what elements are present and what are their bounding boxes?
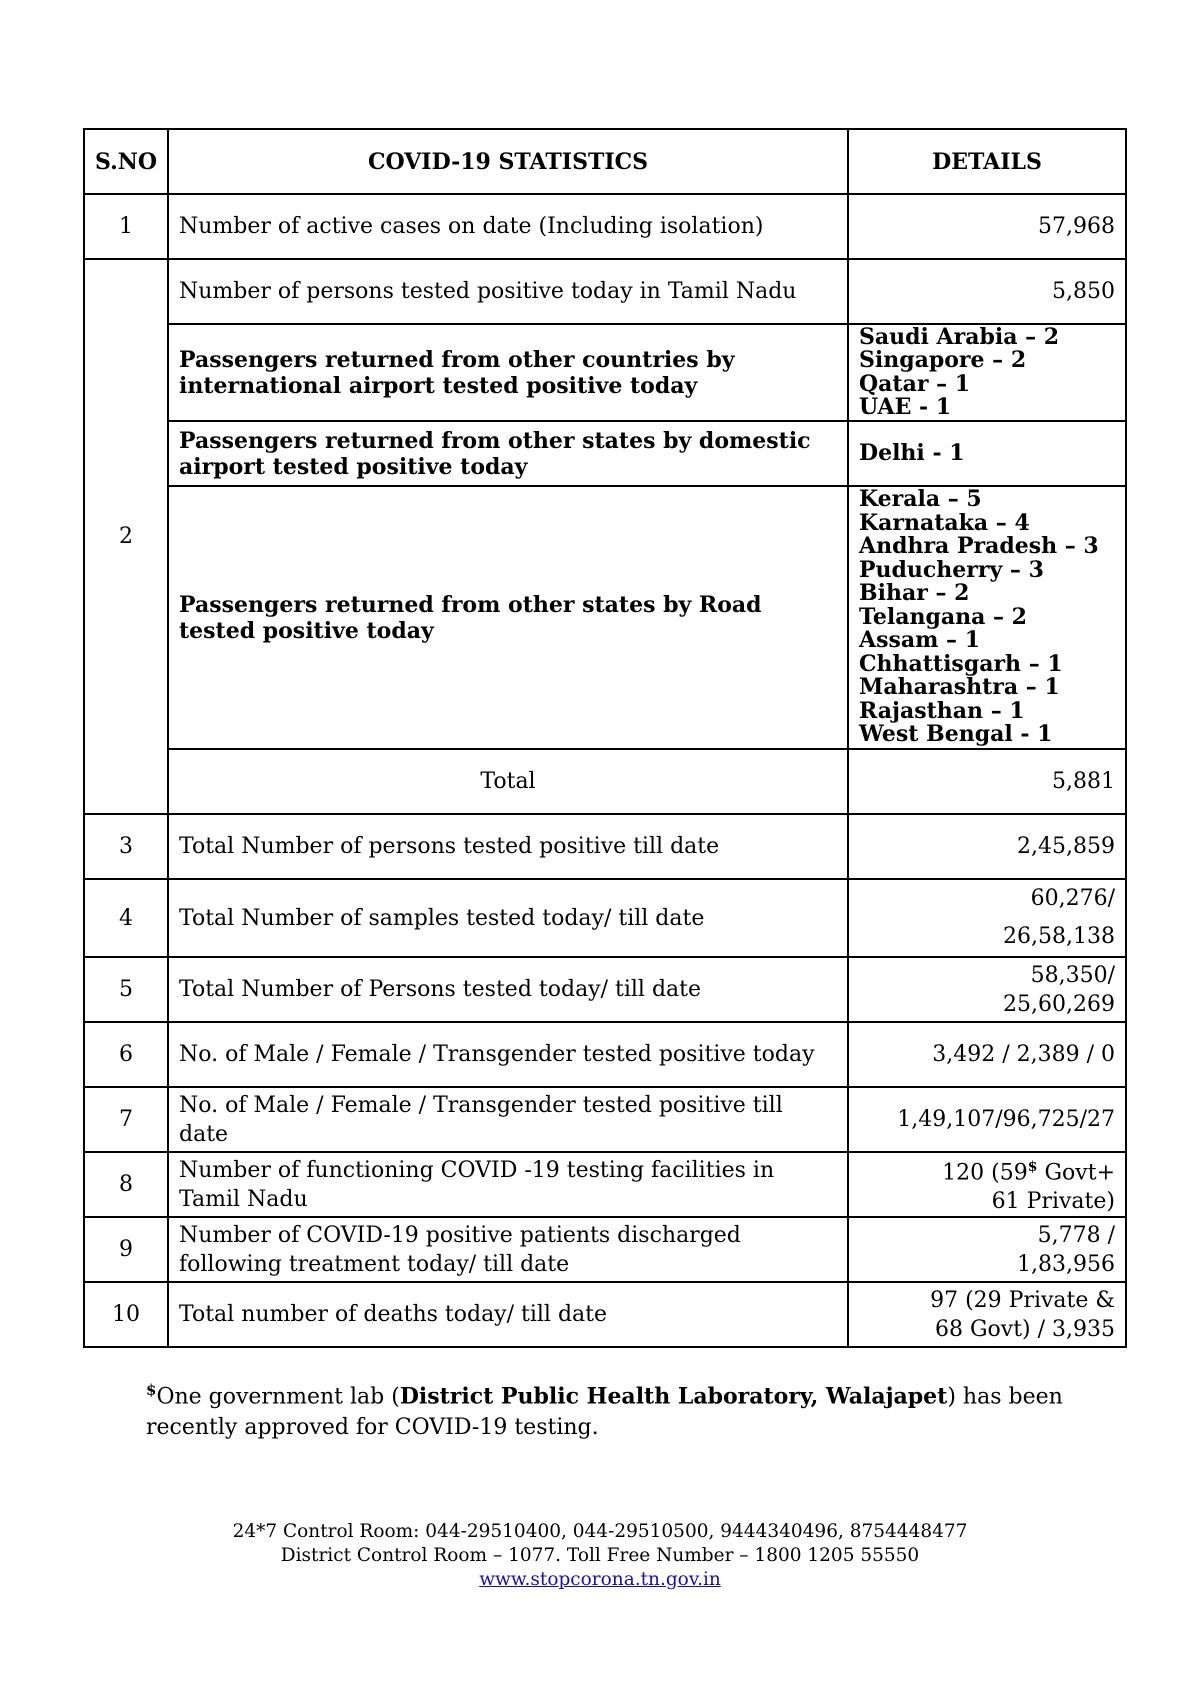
table-row (84, 486, 1126, 749)
value-line: 60,276/ (1030, 886, 1115, 911)
table-row (84, 421, 1126, 486)
list-item: Bihar – 2 (859, 580, 970, 607)
list-item: Assam – 1 (859, 627, 980, 654)
table-row (84, 957, 1126, 1022)
value-line: 25,60,269 (1003, 991, 1115, 1017)
list-item: Singapore – 2 (859, 347, 1027, 373)
footnote (146, 1375, 1066, 1443)
row-value: 57,968 (848, 194, 1126, 259)
row-value (848, 957, 1126, 1022)
row-value (848, 1282, 1126, 1347)
list-item: Telangana – 2 (859, 603, 1027, 630)
header-sno: S.NO (84, 129, 168, 194)
value-part: 120 (59 (942, 1160, 1028, 1186)
row-value: 1,49,107/96,725/27 (848, 1087, 1126, 1152)
row-value (848, 1152, 1126, 1217)
table-row (84, 879, 1126, 957)
row-label: No. of Male / Female / Transgender tested positive till date (168, 1087, 848, 1152)
total-value: 5,881 (848, 749, 1126, 814)
row-label: Number of functioning COVID -19 testing facilities in Tamil Nadu (168, 1152, 848, 1217)
value-line: 26,58,138 (1003, 924, 1115, 949)
row-label: Total Number of samples tested today/ till date (168, 879, 848, 957)
stopcorona-link[interactable]: www.stopcorona.tn.gov.in (479, 1569, 721, 1590)
table-row (84, 194, 1126, 259)
table-header-row (84, 129, 1126, 194)
list-item: Saudi Arabia – 2 (859, 323, 1060, 350)
footnote-text: One government lab ( (156, 1384, 400, 1410)
row-label: Passengers returned from other countries by international airport tested positive today (168, 324, 848, 421)
list-item: Maharashtra – 1 (859, 674, 1060, 701)
value-line: 58,350/ (1030, 962, 1115, 988)
list-item: Rajasthan – 1 (859, 697, 1025, 724)
list-item: Puducherry – 3 (859, 556, 1044, 583)
total-label: Total (168, 749, 848, 814)
row-value: 2,45,859 (848, 814, 1126, 879)
row-label: Passengers returned from other states by Road tested positive today (168, 486, 848, 749)
value-line: 1,83,956 (1017, 1251, 1115, 1277)
list-item: West Bengal - 1 (859, 721, 1053, 748)
value-line: 61 Private) (991, 1189, 1115, 1215)
footnote-symbol: $ (146, 1381, 157, 1399)
row-label: Number of active cases on date (Including isolation) (168, 194, 848, 259)
table-row (84, 1152, 1126, 1217)
value-line (859, 1153, 1115, 1187)
value-part: Govt+ (1037, 1160, 1115, 1186)
footnote-marker: $ (1027, 1159, 1038, 1175)
row-number: 1 (84, 194, 168, 259)
list-item: Andhra Pradesh – 3 (859, 533, 1099, 560)
covid-statistics-table (83, 128, 1127, 1348)
row-number: 2 (84, 259, 168, 814)
row-label: Total Number of persons tested positive till date (168, 814, 848, 879)
row-number: 8 (84, 1152, 168, 1217)
row-value: Delhi - 1 (848, 421, 1126, 486)
country-list (848, 324, 1126, 421)
row-value (848, 1217, 1126, 1282)
footnote-lab-name: District Public Health Laboratory, Walajapet (399, 1383, 948, 1410)
list-item: Kerala – 5 (859, 486, 982, 513)
row-value: 5,850 (848, 259, 1126, 324)
value-line: 97 (29 Private & (930, 1287, 1115, 1313)
row-number: 7 (84, 1087, 168, 1152)
row-label: Number of COVID-19 positive patients discharged following treatment today/ till date (168, 1217, 848, 1282)
table-row (84, 1282, 1126, 1347)
row-number: 4 (84, 879, 168, 957)
row-number: 9 (84, 1217, 168, 1282)
row-value (848, 879, 1126, 957)
row-label: No. of Male / Female / Transgender tested positive today (168, 1022, 848, 1087)
row-label: Total Number of Persons tested today/ till date (168, 957, 848, 1022)
list-item: Qatar – 1 (859, 370, 971, 397)
control-room-numbers: 24*7 Control Room: 044-29510400, 044-29510500, 9444340496, 8754448477 (232, 1521, 968, 1542)
row-number: 10 (84, 1282, 168, 1347)
footnote-text: ) has been recently approved for COVID-19 testing. (146, 1384, 1063, 1441)
header-statistics: COVID-19 STATISTICS (168, 129, 848, 194)
row-label: Total number of deaths today/ till date (168, 1282, 848, 1347)
page-footer (0, 1520, 1200, 1592)
district-control-room: District Control Room – 1077. Toll Free Number – 1800 1205 55550 (280, 1545, 920, 1566)
header-details: DETAILS (848, 129, 1126, 194)
row-number: 3 (84, 814, 168, 879)
table-row (84, 1217, 1126, 1282)
value-line: 68 Govt) / 3,935 (934, 1316, 1115, 1342)
value-line: 5,778 / (1037, 1222, 1115, 1248)
row-number: 5 (84, 957, 168, 1022)
table-row (84, 324, 1126, 421)
table-row (84, 749, 1126, 814)
table-row (84, 814, 1126, 879)
list-item: UAE - 1 (859, 394, 952, 420)
list-item: Karnataka – 4 (859, 509, 1030, 536)
table-row (84, 1022, 1126, 1087)
list-item: Chhattisgarh – 1 (859, 650, 1063, 677)
state-list (848, 486, 1126, 749)
row-label: Number of persons tested positive today in Tamil Nadu (168, 259, 848, 324)
row-value: 3,492 / 2,389 / 0 (848, 1022, 1126, 1087)
table-row (84, 259, 1126, 324)
row-number: 6 (84, 1022, 168, 1087)
table-row (84, 1087, 1126, 1152)
row-label: Passengers returned from other states by domestic airport tested positive today (168, 421, 848, 486)
